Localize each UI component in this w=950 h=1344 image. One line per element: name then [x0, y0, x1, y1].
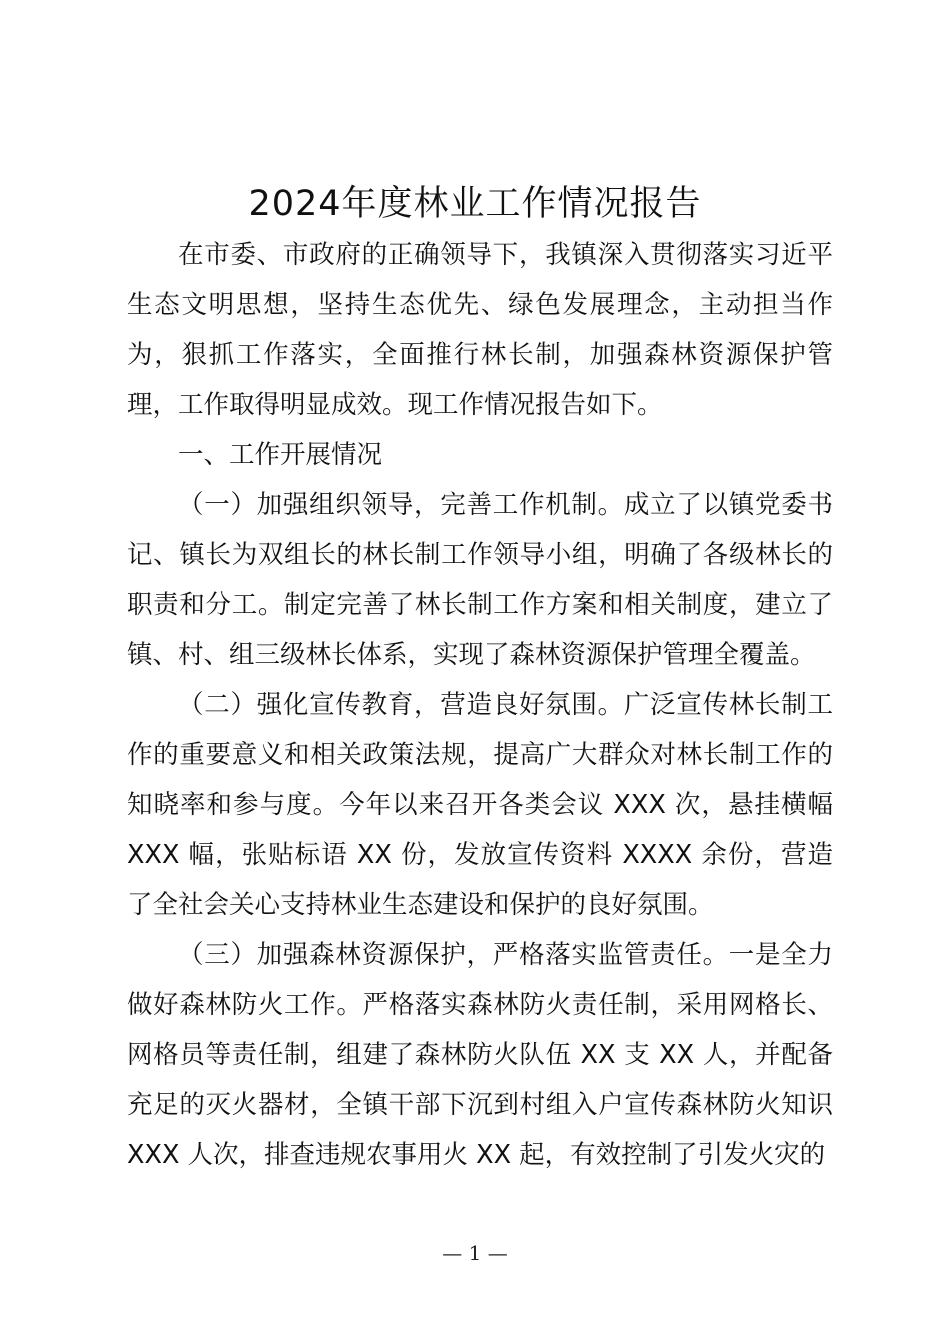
paragraph-protection: （三）加强森林资源保护，严格落实监管责任。一是全力做好森林防火工作。严格落实森林防火责任制，采用网格长、网格员等责任制，组建了森林防火队伍 XX 支 XX 人，并配备充足的灭火器材，全镇干部下沉到村组入户宣传森林防火知识 XXX 人次，排查违规农事用火 XX 起，有效控制了引发火灾的 [127, 940, 833, 1170]
paragraph-publicity: （二）强化宣传教育，营造良好氛围。广泛宣传林长制工作的重要意义和相关政策法规，提高广大群众对林长制工作的知晓率和参与度。今年以来召开各类会议 XXX 次，悬挂横幅 XXX 幅，张贴标语 XX 份，发放宣传资料 XXXX 余份，营造了全社会关心支持林业生态建设和保护的良好氛围。 [127, 690, 833, 920]
paragraph-organization: （一）加强组织领导，完善工作机制。成立了以镇党委书记、镇长为双组长的林长制工作领导小组，明确了各级林长的职责和分工。制定完善了林长制工作方案和相关制度，建立了镇、村、组三级林长体系，实现了森林资源保护管理全覆盖。 [127, 490, 833, 670]
document-body [127, 230, 833, 1180]
section-heading: 一、工作开展情况 [178, 440, 383, 470]
document-title: 2024年度林业工作情况报告 [248, 184, 702, 224]
intro-paragraph: 在市委、市政府的正确领导下，我镇深入贯彻落实习近平生态文明思想，坚持生态优先、绿色发展理念，主动担当作为，狠抓工作落实，全面推行林长制，加强森林资源保护管理，工作取得明显成效。现工作情况报告如下。 [127, 240, 833, 420]
page-number: — 1 — [442, 1241, 508, 1265]
